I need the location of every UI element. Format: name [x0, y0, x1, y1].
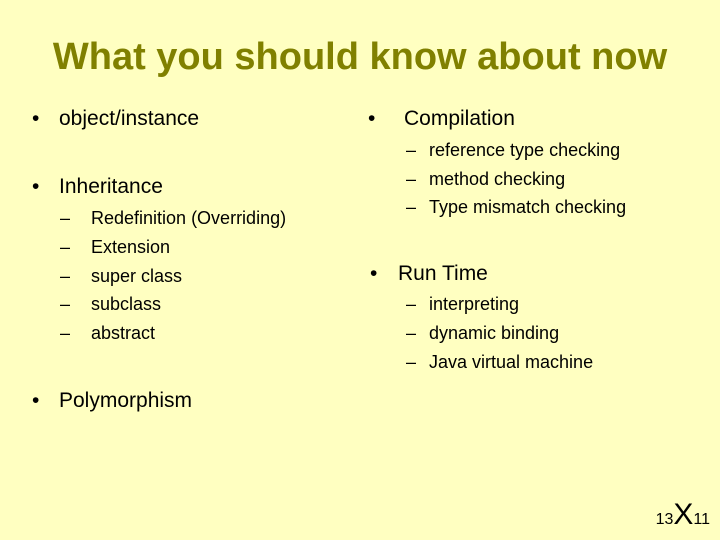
bullet-label: Polymorphism [59, 389, 193, 412]
dash-glyph: – [60, 266, 71, 286]
sub-item-label: Extension [91, 237, 171, 257]
dash-glyph: – [406, 323, 417, 343]
dash-glyph: – [60, 208, 71, 228]
bullet-glyph: • [32, 389, 40, 412]
bullet-label: Compilation [404, 107, 515, 130]
sub-item-label: Type mismatch checking [429, 197, 627, 217]
dash-glyph: – [406, 169, 417, 189]
dash-glyph: – [406, 140, 417, 160]
slide-number-right: 11 [693, 511, 710, 528]
sub-item-label: method checking [429, 169, 566, 189]
sub-item-label: reference type checking [429, 140, 621, 160]
bullet-label: object/instance [59, 107, 200, 130]
slide-number [656, 498, 710, 532]
bullet-glyph: • [32, 107, 40, 130]
slide-title: What you should know about now [52, 36, 668, 78]
dash-glyph: – [406, 294, 417, 314]
sub-item-label: super class [91, 266, 183, 286]
bullet-label: Inheritance [59, 175, 163, 198]
bullet-label: Run Time [398, 262, 488, 285]
sub-item-label: dynamic binding [429, 323, 560, 343]
sub-item-label: abstract [91, 323, 156, 343]
bullet-glyph: • [370, 262, 378, 285]
sub-item-label: Java virtual machine [429, 352, 594, 372]
sub-item-label: Redefinition (Overriding) [91, 208, 287, 228]
dash-glyph: – [406, 352, 417, 372]
bullet-glyph: • [32, 175, 40, 198]
dash-glyph: – [60, 237, 71, 257]
dash-glyph: – [406, 197, 417, 217]
dash-glyph: – [60, 294, 71, 314]
bullet-glyph: • [368, 107, 376, 130]
sub-item-label: subclass [91, 294, 162, 314]
dash-glyph: – [60, 323, 71, 343]
sub-item-label: interpreting [429, 294, 520, 314]
slide-number-left: 13 [655, 511, 674, 528]
slide-number-mid: X [673, 498, 694, 531]
